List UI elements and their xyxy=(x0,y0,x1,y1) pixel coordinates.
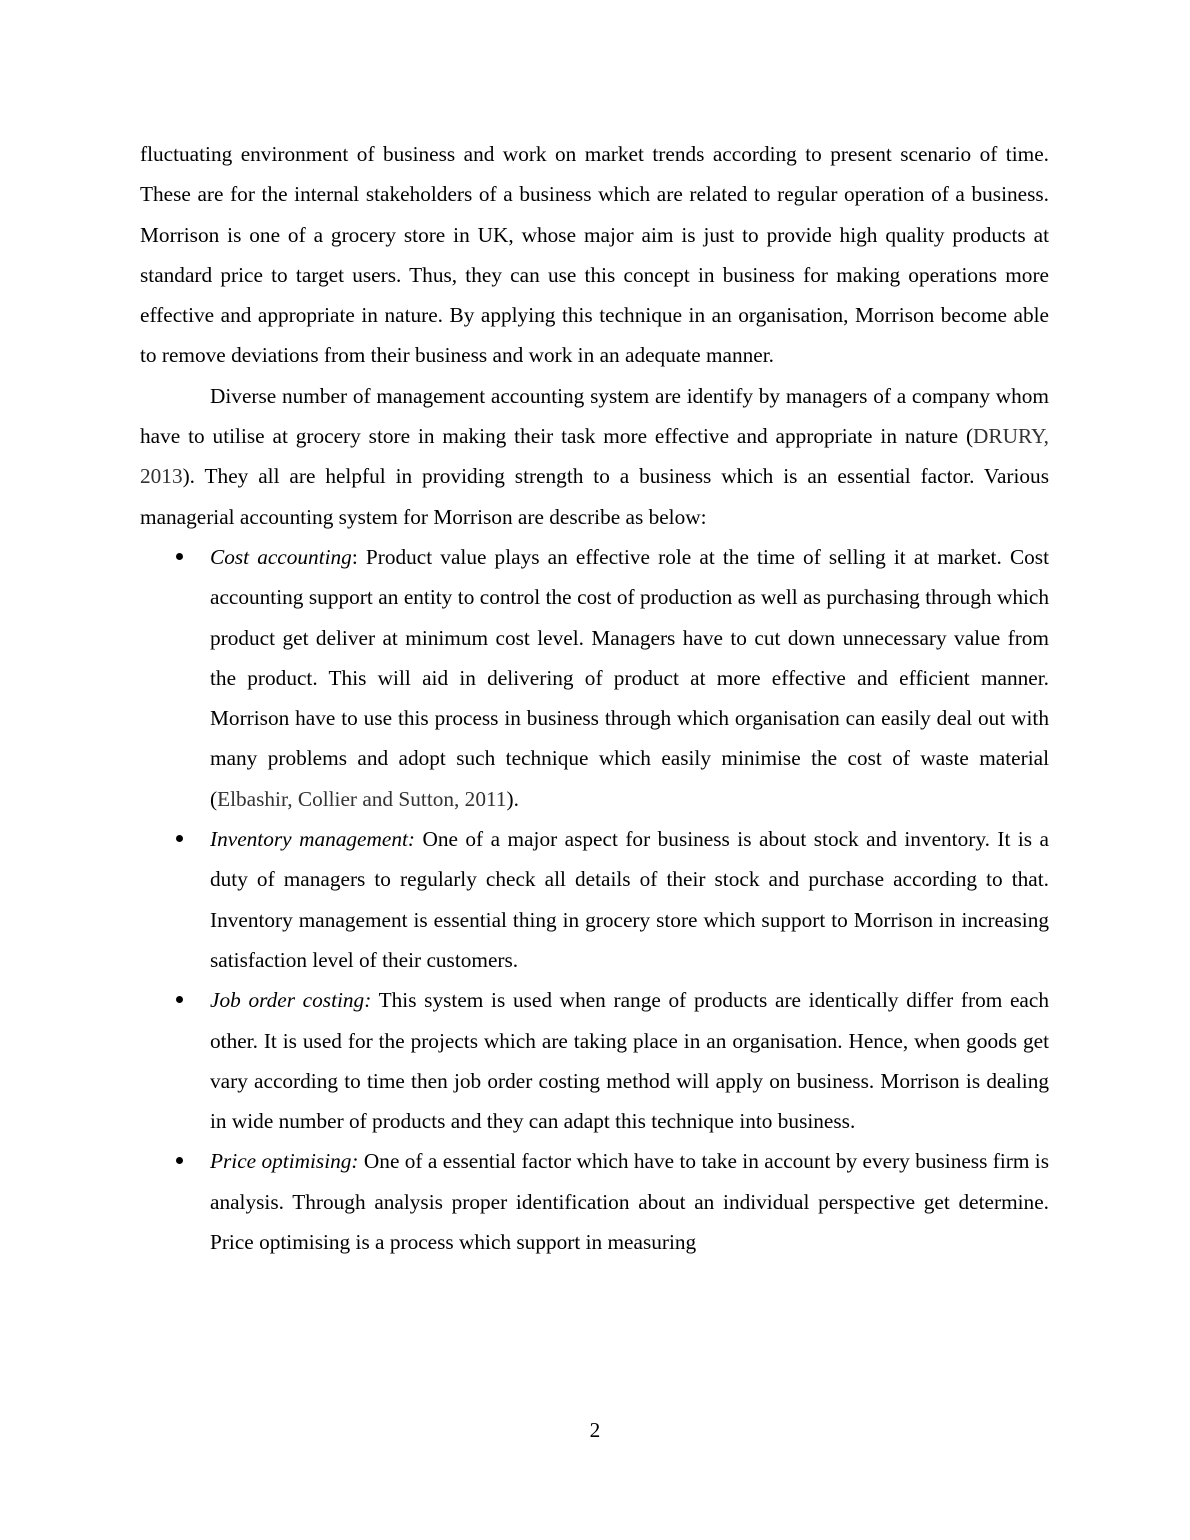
document-body xyxy=(140,134,1049,1262)
bullet-text-end: ). xyxy=(506,786,519,811)
bullet-term: Job order costing: xyxy=(210,988,372,1013)
paragraph-intro xyxy=(140,376,1049,537)
bullet-icon xyxy=(176,835,183,842)
citation: Elbashir, Collier and Sutton, 2011 xyxy=(217,786,507,811)
bullet-term: Cost accounting xyxy=(210,544,352,569)
bullet-term: Inventory management: xyxy=(210,827,415,852)
bullet-icon xyxy=(176,996,183,1003)
bullet-separator: : xyxy=(351,544,366,569)
bullet-separator xyxy=(371,988,378,1012)
paragraph-text: ). They all are helpful in providing strength to a business which is an essential factor. Various managerial accounting system for Morrison are describe as below: xyxy=(140,464,1049,529)
bullet-item-job-order-costing xyxy=(140,980,1049,1141)
bullet-text: One of a major aspect for business is about stock and inventory. It is a duty of managers to regularly check all details of their stock and purchase according to that. Inventory management is essential thing in grocery store which support to Morrison in increasing satisfaction level of their customers. xyxy=(210,827,1049,972)
bullet-text: This system is used when range of products are identically differ from each other. It is used for the projects which are taking place in an organisation. Hence, when goods get vary according to time then job order costing method will apply on business. Morrison is dealing in wide number of products and they can adapt this technique into business. xyxy=(210,988,1049,1134)
bullet-item-inventory-management xyxy=(140,819,1049,980)
bullet-item-price-optimising xyxy=(140,1141,1049,1262)
bullet-list xyxy=(140,537,1049,1262)
paragraph-text: Diverse number of management accounting system are identify by managers of a company whom have to utilise at grocery store in making their task more effective and appropriate in nature ( xyxy=(140,383,1049,449)
bullet-text: One of a essential factor which have to take in account by every business firm is analysis. Through analysis proper identification about an individual perspective get determine. Price optimising is a process which support in measuring xyxy=(210,1149,1049,1255)
bullet-icon xyxy=(176,553,183,560)
citation: DRURY, 2013 xyxy=(140,424,1049,489)
bullet-item-cost-accounting xyxy=(140,537,1049,819)
bullet-icon xyxy=(176,1157,183,1164)
page-number: 2 xyxy=(589,1418,601,1442)
paragraph-continuation: fluctuating environment of business and work on market trends according to present scenario of time. These are for the internal stakeholders of a business which are related to regular operation of a business. Morrison is one of a grocery store in UK, whose major aim is just to provide high quality products at standard price to target users. Thus, they can use this concept in business for making operations more effective and appropriate in nature. By applying this technique in an organisation, Morrison become able to remove deviations from their business and work in an adequate manner. xyxy=(140,142,1049,368)
bullet-text: Product value plays an effective role at the time of selling it at market. Cost accounting support an entity to control the cost of production as well as purchasing through which product get deliver at minimum cost level. Managers have to cut down unnecessary value from the product. This will aid in delivering of product at more effective and efficient manner. Morrison have to use this process in business through which organisation can easily deal out with many problems and adopt such technique which easily minimise the cost of waste material ( xyxy=(210,544,1049,811)
bullet-term: Price optimising: xyxy=(210,1149,359,1174)
